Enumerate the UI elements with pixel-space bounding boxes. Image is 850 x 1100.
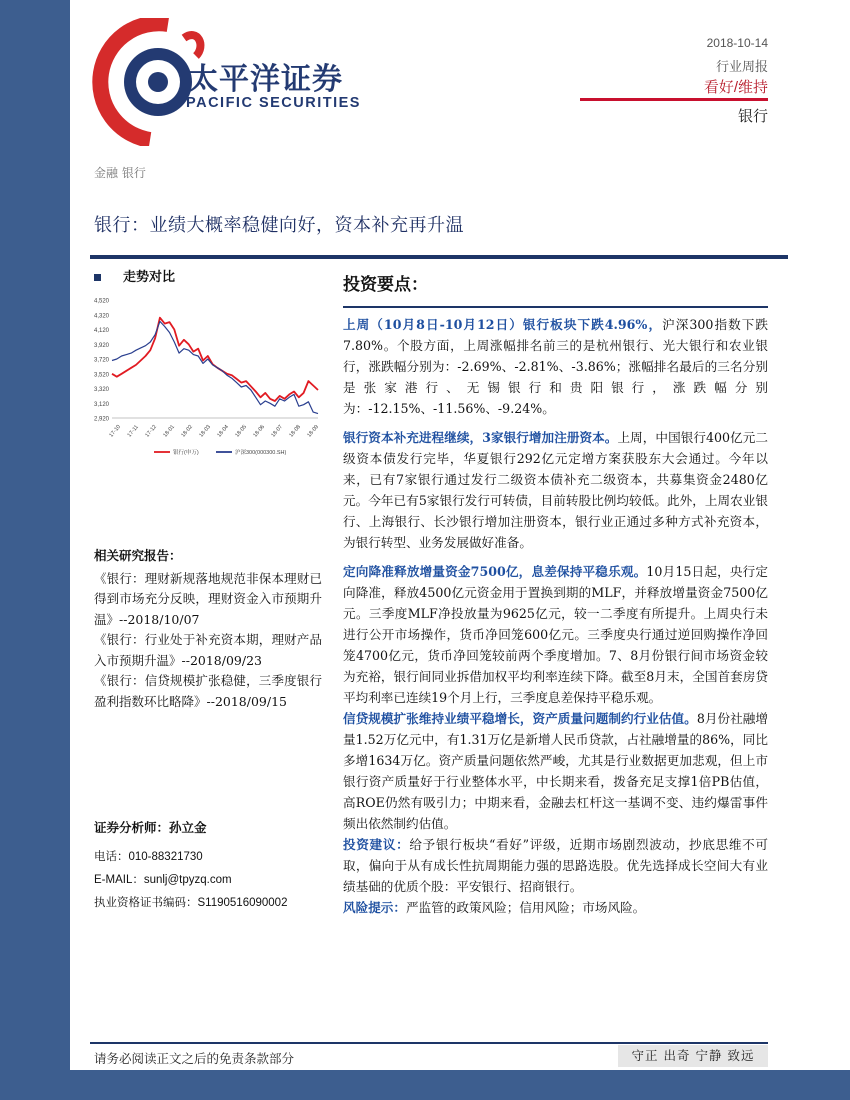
x-tick-label: 18-06 <box>252 424 267 439</box>
footer-disclaimer[interactable]: 请务必阅读正文之后的免责条款部分 <box>94 1051 295 1066</box>
x-tick-label: 18-09 <box>306 424 321 439</box>
x-tick-label: 17-10 <box>108 424 123 439</box>
logo-name: 太平洋证券 <box>188 62 343 97</box>
y-tick-label: 3,920 <box>93 342 109 349</box>
paragraph-text: 10月15日起，央行定向降准，释放4500亿元资金用于置换到期的MLF，并释放增量资金7500亿元。三季度MLF净投放量为9625亿元，较一二季度有所提升。上周央行未进行公开市场操作，货币净回笼600亿元。三季度央行通过逆回购操作净回笼4700亿元，货币净回笼较前两个季度增加。7、8月份银行间市场资金较为充裕，银行间同业拆借加权平均利率连续下降。截至8月末，全国首套房贷平均利率已连续19个月上行，三季度息差保持平稳乐观。 <box>343 564 768 705</box>
footer-divider <box>90 1042 768 1044</box>
y-tick-label: 4,520 <box>93 298 109 305</box>
report-link[interactable]: 《银行：行业处于补充资本期，理财产品入市预期升温》--2018/09/23 <box>94 632 322 668</box>
paragraph-text: 给予银行板块“看好”评级，近期市场剧烈波动，抄底思维不可取，偏向于从有成长性抗周期能力强的思路选股。优先选择成长空间大有业绩基础的优质个股：平安银行、招商银行。 <box>343 837 769 894</box>
paragraph-lead: 风险提示： <box>343 900 406 915</box>
highlight-paragraph <box>343 834 768 897</box>
x-tick-label: 18-02 <box>180 424 195 439</box>
y-tick-label: 3,520 <box>93 372 109 379</box>
title-divider <box>90 255 788 259</box>
rating: 看好/维持 <box>703 79 768 96</box>
paragraph-text: 严监管的政策风险；信用风险；市场风险。 <box>405 900 646 915</box>
paragraph-lead: 定向降准释放增量资金7500亿，息差保持平稳乐观。 <box>343 564 647 579</box>
rating-divider <box>580 98 768 101</box>
footer-slogan: 守正 出奇 宁静 致远 <box>618 1045 768 1067</box>
report-type: 行业周报 <box>715 59 768 74</box>
bullet-square-icon <box>94 274 101 281</box>
chart-legend <box>154 448 287 456</box>
highlight-paragraph <box>343 561 768 708</box>
investment-highlights <box>343 270 768 918</box>
sector: 银行 <box>737 108 768 125</box>
page-title: 银行：业绩大概率稳健向好，资本补充再升温 <box>94 215 464 236</box>
x-tick-label: 18-01 <box>162 424 177 439</box>
x-tick-label: 17-11 <box>126 424 140 439</box>
x-tick-label: 18-07 <box>270 424 285 439</box>
report-date: 2018-10-14 <box>706 36 768 50</box>
analyst-email[interactable]: E-MAIL：sunlj@tpyzq.com <box>94 874 232 886</box>
logo-english-name: PACIFIC SECURITIES <box>186 95 361 111</box>
report-link[interactable]: 《银行：理财新规落地规范非保本理财已得到市场充分反映，理财资金入市预期升温》--2018/10/07 <box>94 570 322 627</box>
paragraph-lead: 银行资本补充进程继续，3家银行增加注册资本。 <box>343 430 618 445</box>
paragraph-lead: 投资建议： <box>343 837 410 852</box>
paragraph-lead: 信贷规模扩张维持业绩平稳增长，资产质量问题制约行业估值。 <box>343 711 697 726</box>
chart-series <box>112 318 318 414</box>
highlights-heading: 投资要点： <box>343 275 428 295</box>
series-line <box>112 321 318 413</box>
related-reports <box>94 546 322 712</box>
legend-label: 银行(申万) <box>173 450 199 456</box>
y-axis <box>94 299 110 423</box>
trend-chart <box>82 294 322 464</box>
y-tick-label: 3,320 <box>93 387 109 393</box>
highlight-paragraph <box>343 708 768 834</box>
trend-section <box>94 266 322 288</box>
report-link[interactable]: 《银行：信贷规模扩张稳健，三季度银行盈利指数环比略降》--2018/09/15 <box>94 673 322 709</box>
highlight-paragraph <box>343 314 768 419</box>
bottom-color-band <box>0 1070 850 1100</box>
x-tick-label: 17-12 <box>144 424 159 439</box>
legend-label: 沪深300(000300.SH) <box>235 450 287 456</box>
paragraph-text: 上周，中国银行400亿元二级资本债发行完毕，华夏银行292亿元定增方案获股东大会通过。今年以来，已有7家银行通过发行二级资本债补充二级资本，共募集资金2480亿元。今年已有5家银行发行可转债，目前转股比例均较低。此外，上周农业银行、上海银行、长沙银行增加注册资本，银行业正通过多种方式补充资本，为银行转型、业务发展做好准备。 <box>343 430 769 550</box>
x-tick-label: 18-03 <box>198 424 213 439</box>
x-axis <box>108 418 320 439</box>
x-tick-label: 18-04 <box>216 424 231 439</box>
analyst-license: 执业资格证书编码：S1190516090002 <box>94 897 288 909</box>
trend-heading <box>94 266 322 288</box>
analyst-name: 证券分析师：孙立金 <box>94 820 207 835</box>
x-tick-label: 18-05 <box>234 424 249 439</box>
paragraph-lead: 上周（10月8日-10月12日）银行板块下跌4.96%， <box>343 317 663 332</box>
series-line <box>112 318 318 401</box>
y-tick-label: 3,120 <box>93 401 109 408</box>
trend-title: 走势对比 <box>123 270 176 285</box>
highlight-paragraph <box>343 427 768 553</box>
x-tick-label: 18-08 <box>288 424 303 439</box>
y-tick-label: 4,320 <box>93 313 109 320</box>
paragraph-text: 8月份社融增量1.52万亿元中，有1.31万亿是新增人民币贷款，占社融增量的86%，同比多增1634万亿。资产质量问题依然严峻，尤其是行业数据更加悲观，但上市银行资产质量好于行业整体水平，中长期来看，拨备充足支撑1倍PB估值，高ROE仍然有吸引力；中期来看，金融去杠杆这一基调不变、违约爆雷事件频出依然制约估值。 <box>343 711 769 831</box>
left-color-bar <box>0 0 70 1100</box>
analyst-phone: 电话：010-88321730 <box>94 851 203 863</box>
highlights-divider <box>343 306 768 308</box>
y-tick-label: 3,720 <box>93 357 109 364</box>
analyst-info <box>94 818 322 917</box>
y-tick-label: 4,120 <box>93 328 109 334</box>
highlight-paragraph <box>343 897 768 918</box>
breadcrumb: 金融 银行 <box>94 166 146 180</box>
paragraph-text: 沪深300指数下跌7.80%。个股方面，上周涨幅排名前三的是杭州银行、光大银行和农业银行，涨跌幅分别为：-2.69%、-2.81%、-3.86%；涨幅排名最后的三名分别是张家港行、无锡银行和贵阳银行，涨跌幅分别为：-12.15%、-11.56%、-9.24%。 <box>343 317 768 416</box>
related-reports-heading: 相关研究报告： <box>94 548 182 563</box>
y-tick-label: 2,920 <box>93 416 109 423</box>
